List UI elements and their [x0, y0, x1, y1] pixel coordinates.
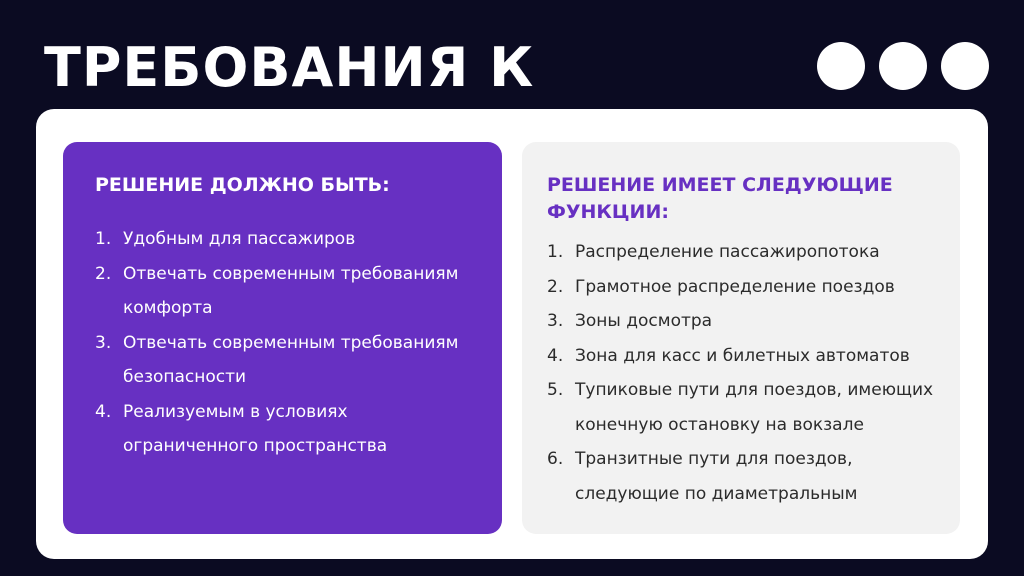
- list-item: [95, 395, 472, 464]
- list-item-number: 2.: [547, 276, 564, 297]
- list-item: [95, 326, 472, 395]
- list-item: [547, 373, 940, 442]
- functions-card: [522, 142, 960, 534]
- list-item-text: Зоны досмотра: [575, 311, 713, 331]
- list-item-text: Тупиковые пути для поездов, имеющих конечную остановку на вокзале: [575, 380, 934, 435]
- slide-title: ТРЕБОВАНИЯ К: [44, 36, 535, 99]
- list-item-text: Грамотное распределение поездов: [575, 276, 895, 297]
- list-item-number: 3.: [95, 332, 112, 353]
- functions-card-title: РЕШЕНИЕ ИМЕЕТ СЛЕДУЮЩИЕ ФУНКЦИИ:: [547, 174, 893, 223]
- decorative-dots: [817, 42, 989, 90]
- list-item-number: 1.: [95, 229, 112, 249]
- list-item-text: Удобным для пассажиров: [123, 229, 356, 249]
- list-item-text: Распределение пассажиропотока: [575, 242, 880, 262]
- list-item-number: 4.: [547, 345, 564, 366]
- dot-icon: [941, 42, 989, 90]
- list-item-number: 3.: [547, 311, 564, 331]
- list-item: [547, 235, 940, 270]
- requirements-card: [63, 142, 502, 534]
- requirements-card-title: РЕШЕНИЕ ДОЛЖНО БЫТЬ:: [95, 174, 390, 196]
- functions-list: [547, 235, 940, 511]
- list-item-number: 1.: [547, 242, 564, 262]
- list-item-number: 5.: [547, 380, 564, 400]
- list-item-text: Транзитные пути для поездов, следующие по диаметральным: [575, 449, 858, 504]
- content-panel: [36, 109, 988, 559]
- list-item: [547, 442, 940, 511]
- list-item-text: Отвечать современным требованиям комфорта: [123, 263, 459, 318]
- list-item-number: 6.: [547, 449, 564, 469]
- requirements-list: [95, 222, 472, 464]
- list-item: [547, 339, 940, 374]
- list-item: [95, 257, 472, 326]
- list-item: [547, 304, 940, 339]
- dot-icon: [879, 42, 927, 90]
- list-item-text: Реализуемым в условиях ограниченного пространства: [123, 401, 388, 456]
- dot-icon: [817, 42, 865, 90]
- list-item-text: Зона для касс и билетных автоматов: [575, 345, 910, 366]
- list-item-number: 4.: [95, 401, 112, 422]
- list-item-text: Отвечать современным требованиям безопасности: [123, 332, 459, 387]
- list-item-number: 2.: [95, 263, 112, 284]
- list-item: [95, 222, 472, 257]
- list-item: [547, 270, 940, 305]
